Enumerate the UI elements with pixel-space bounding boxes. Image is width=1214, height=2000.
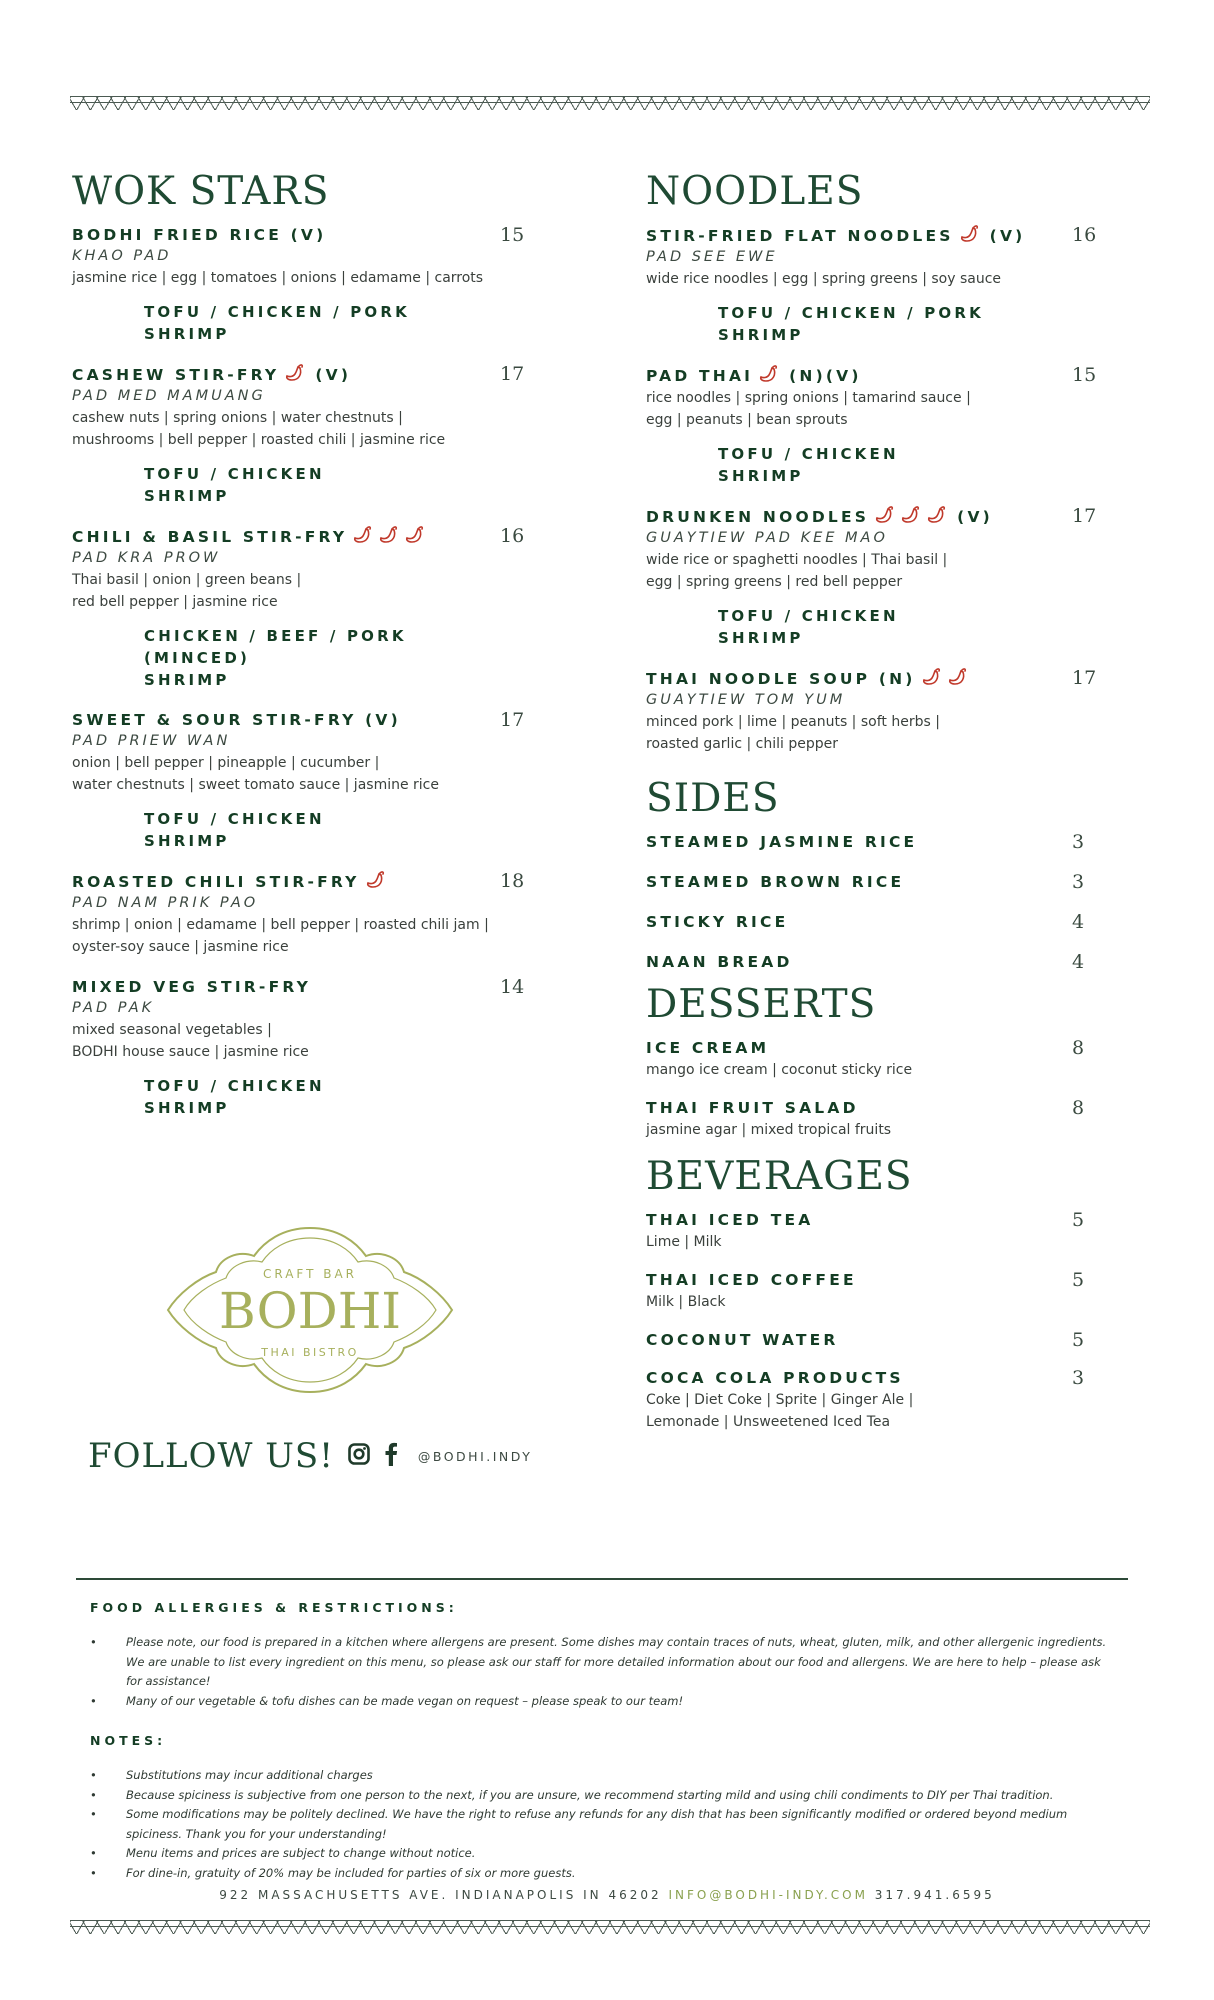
menu-item-name [72,976,512,998]
menu-item-description: Coke | Diet Coke | Sprite | Ginger Ale | Lemonade | Unsweetened Iced Tea [646,1392,914,1430]
menu-item [646,1097,1098,1141]
allergies-list [90,1633,1120,1711]
menu-item [646,364,1098,487]
menu-item [646,1269,1098,1313]
desserts-list [646,1037,1098,1141]
menu-item-thai-name: PAD NAM PRIK PAO [72,895,259,911]
item-name-text: THAI NOODLE SOUP (N) [646,670,916,688]
item-name-text: COCONUT WATER [646,1331,839,1349]
logo-main-text: BODHI [218,1282,402,1340]
item-name-text: CHILI & BASIL STIR-FRY [72,528,348,546]
menu-item-name [646,831,1098,853]
menu-item-description: jasmine rice | egg | tomatoes | onions | edamame | carrots [72,270,484,286]
menu-item-description: mixed seasonal vegetables | BODHI house sauce | jasmine rice [72,1022,309,1060]
follow-us [88,1436,532,1476]
item-name-text: STEAMED JASMINE RICE [646,833,918,851]
menu-item-thai-name: PAD PAK [72,1000,155,1016]
footer-notes [90,1600,1120,1883]
allergies-heading: FOOD ALLERGIES & RESTRICTIONS: [90,1600,458,1615]
phone-text: 317.941.6595 [874,1888,995,1902]
footer-divider [76,1578,1128,1580]
note-item: • Menu items and prices are subject to change without notice. [126,1844,1120,1864]
note-item: • Substitutions may incur additional charges [126,1766,1120,1786]
menu-item [72,976,525,1119]
menu-item-name [646,1097,1098,1119]
menu-item-name [72,224,512,246]
menu-item-price: 17 [500,709,525,731]
menu-item-description: shrimp | onion | edamame | bell pepper | roasted chili jam | oyster-soy sauce | jasmine rice [72,917,489,955]
dietary-tag: (V) [957,508,993,526]
chili-pepper-icon [958,224,980,244]
protein-options: TOFU / CHICKEN SHRIMP [718,445,899,485]
item-name-text: STEAMED BROWN RICE [646,873,905,891]
notes-list [90,1766,1120,1883]
item-name-text: DRUNKEN NOODLES [646,508,870,526]
menu-item-name [646,1037,1098,1059]
menu-item-price: 5 [1072,1329,1085,1351]
item-name-text: CASHEW STIR-FRY [72,366,280,384]
section-title-desserts: DESSERTS [646,982,877,1027]
item-name-text: STIR-FRIED FLAT NOODLES [646,227,954,245]
menu-item-price: 3 [1072,831,1085,853]
bottom-decorative-border [70,1920,1150,1934]
menu-item-price: 18 [500,870,525,892]
email-link[interactable]: INFO@BODHI-INDY.COM [668,1888,868,1902]
menu-item-name [646,667,1098,690]
menu-item-price: 4 [1072,951,1085,973]
item-name-text: ROASTED CHILI STIR-FRY [72,873,360,891]
chili-pepper-icon [757,364,779,384]
menu-item-price: 4 [1072,911,1085,933]
wok-stars-list [72,224,525,1119]
menu-item [646,1037,1098,1081]
item-name-text: BODHI FRIED RICE (V) [72,226,327,244]
dietary-tag: (V) [989,227,1026,245]
instagram-icon[interactable] [348,1443,370,1469]
menu-item-name [646,871,1098,893]
menu-item [646,1209,1098,1253]
note-item: • Because spiciness is subjective from one person to the next, if you are unsure, we recommend starting mild and using chili condiments to DIY per Thai tradition. [126,1786,1120,1806]
section-title-beverages: BEVERAGES [646,1154,913,1199]
facebook-icon[interactable] [384,1442,398,1470]
menu-item-description: cashew nuts | spring onions | water chestnuts | mushrooms | bell pepper | roasted chili | jasmine rice [72,410,446,448]
dietary-tag: (N)(V) [789,367,862,385]
item-name-text: THAI ICED COFFEE [646,1271,857,1289]
menu-item-description: jasmine agar | mixed tropical fruits [646,1122,892,1138]
contact-line [0,1888,1214,1902]
menu-item [646,505,1098,649]
menu-item-name [646,1269,1098,1291]
menu-item-name [646,1367,1098,1389]
menu-item-thai-name: PAD SEE EWE [646,249,778,265]
item-name-text: MIXED VEG STIR-FRY [72,978,312,996]
menu-item [646,831,1098,853]
menu-item-price: 5 [1072,1269,1085,1291]
menu-item-description: Thai basil | onion | green beans | red bell pepper | jasmine rice [72,572,302,610]
item-name-text: THAI FRUIT SALAD [646,1099,859,1117]
menu-item-description: onion | bell pepper | pineapple | cucumber | water chestnuts | sweet tomato sauce | jasmine rice [72,755,439,793]
menu-item-description: wide rice noodles | egg | spring greens | soy sauce [646,271,1002,287]
menu-item-price: 17 [1072,505,1097,527]
item-name-text: STICKY RICE [646,913,789,931]
chili-pepper-icon [283,363,305,383]
menu-item-description: Milk | Black [646,1294,726,1310]
menu-item-thai-name: PAD PRIEW WAN [72,733,231,749]
item-name-text: NAAN BREAD [646,953,793,971]
menu-item-name [646,951,1098,973]
menu-item-price: 3 [1072,1367,1085,1389]
chili-pepper-icon [920,667,942,687]
chili-pepper-icon [946,667,968,687]
protein-options: TOFU / CHICKEN SHRIMP [144,1077,325,1117]
chili-pepper-icon [364,870,386,890]
menu-item-name [646,911,1098,933]
follow-us-text: FOLLOW US! [88,1436,334,1476]
note-item: • Please note, our food is prepared in a kitchen where allergens are present. Some dishes may contain traces of nuts, wheat, gluten, milk, and other allergenic ingredients. We are unable to list every ingredient on this menu, so please ask our staff for more detailed information about our food and allergens. We are here to help – please ask for assistance! [126,1633,1120,1692]
menu-item-name [646,505,1098,528]
menu-item-description: minced pork | lime | peanuts | soft herbs | roasted garlic | chili pepper [646,714,940,752]
menu-item-price: 5 [1072,1209,1085,1231]
chili-pepper-icon [403,525,425,545]
menu-item-price: 16 [1072,224,1097,246]
menu-item-price: 14 [500,976,525,998]
social-handle[interactable]: @BODHI.INDY [417,1448,533,1464]
right-column [646,168,1098,1433]
protein-options: TOFU / CHICKEN / PORK SHRIMP [144,303,410,343]
menu-item-thai-name: KHAO PAD [72,248,172,264]
top-decorative-border [70,96,1150,110]
menu-item-price: 3 [1072,871,1085,893]
menu-item [72,870,525,958]
menu-item-name [646,1209,1098,1231]
menu-item-price: 16 [500,525,525,547]
note-item: • Many of our vegetable & tofu dishes can be made vegan on request – please speak to our team! [126,1692,1120,1712]
menu-item-price: 17 [1072,667,1097,689]
menu-item [646,224,1098,346]
item-name-text: COCA COLA PRODUCTS [646,1369,904,1387]
item-name-text: SWEET & SOUR STIR-FRY (V) [72,711,401,729]
menu-item [646,911,1098,933]
menu-item-name [646,1329,1098,1351]
menu-item-thai-name: GUAYTIEW TOM YUM [646,692,846,708]
menu-item-description: wide rice or spaghetti noodles | Thai basil | egg | spring greens | red bell pepper [646,552,948,590]
chili-pepper-icon [377,525,399,545]
menu-item-name [646,224,1098,247]
menu-item-description: mango ice cream | coconut sticky rice [646,1062,913,1078]
chili-pepper-icon [351,525,373,545]
menu-item-price: 17 [500,363,525,385]
dietary-tag: (V) [315,366,352,384]
chili-pepper-icon [873,505,895,525]
noodles-list [646,224,1098,755]
wok-stars-section [72,168,525,1119]
menu-item [72,525,525,691]
chili-pepper-icon [925,505,947,525]
logo-top-text: CRAFT BAR [262,1267,358,1281]
menu-item-name [72,363,512,386]
protein-options: TOFU / CHICKEN SHRIMP [718,607,899,647]
menu-item [72,363,525,507]
menu-item-price: 8 [1072,1037,1085,1059]
menu-item [72,224,525,345]
menu-item-name [72,525,512,548]
bodhi-logo [160,1220,460,1400]
protein-options: TOFU / CHICKEN SHRIMP [144,810,325,850]
item-name-text: THAI ICED TEA [646,1211,814,1229]
menu-item-thai-name: PAD MED MAMUANG [72,388,266,404]
protein-options: CHICKEN / BEEF / PORK (MINCED) SHRIMP [144,627,407,689]
beverages-list [646,1209,1098,1433]
protein-options: TOFU / CHICKEN / PORK SHRIMP [718,304,984,344]
menu-item-price: 8 [1072,1097,1085,1119]
menu-item-thai-name: PAD KRA PROW [72,550,221,566]
logo-bottom-text: THAI BISTRO [261,1346,359,1359]
note-item: • Some modifications may be politely declined. We have the right to refuse any refunds for any dish that has been significantly modified or ordered beyond medium spiciness. Thank you for your understanding! [126,1805,1120,1844]
item-name-text: ICE CREAM [646,1039,770,1057]
address-text: 922 MASSACHUSETTS AVE. INDIANAPOLIS IN 46202 [219,1888,662,1902]
menu-item-name [72,709,512,731]
menu-item-thai-name: GUAYTIEW PAD KEE MAO [646,530,888,546]
section-title-sides: SIDES [646,776,780,821]
menu-item [646,1329,1098,1351]
menu-item-name [646,364,1098,387]
note-item: • For dine-in, gratuity of 20% may be included for parties of six or more guests. [126,1864,1120,1884]
menu-item [646,667,1098,755]
notes-heading: NOTES: [90,1733,167,1748]
menu-item-name [72,870,512,893]
menu-item [646,871,1098,893]
menu-item-description: Lime | Milk [646,1234,722,1250]
chili-pepper-icon [899,505,921,525]
section-title-wok-stars: WOK STARS [72,169,330,214]
menu-item-description: rice noodles | spring onions | tamarind sauce | egg | peanuts | bean sprouts [646,390,971,428]
menu-item-price: 15 [500,224,525,246]
menu-item [646,1367,1098,1433]
menu-item [72,709,525,852]
item-name-text: PAD THAI [646,367,754,385]
menu-item [646,951,1098,973]
protein-options: TOFU / CHICKEN SHRIMP [144,465,325,505]
sides-list [646,831,1098,973]
section-title-noodles: NOODLES [646,169,864,214]
menu-item-price: 15 [1072,364,1097,386]
